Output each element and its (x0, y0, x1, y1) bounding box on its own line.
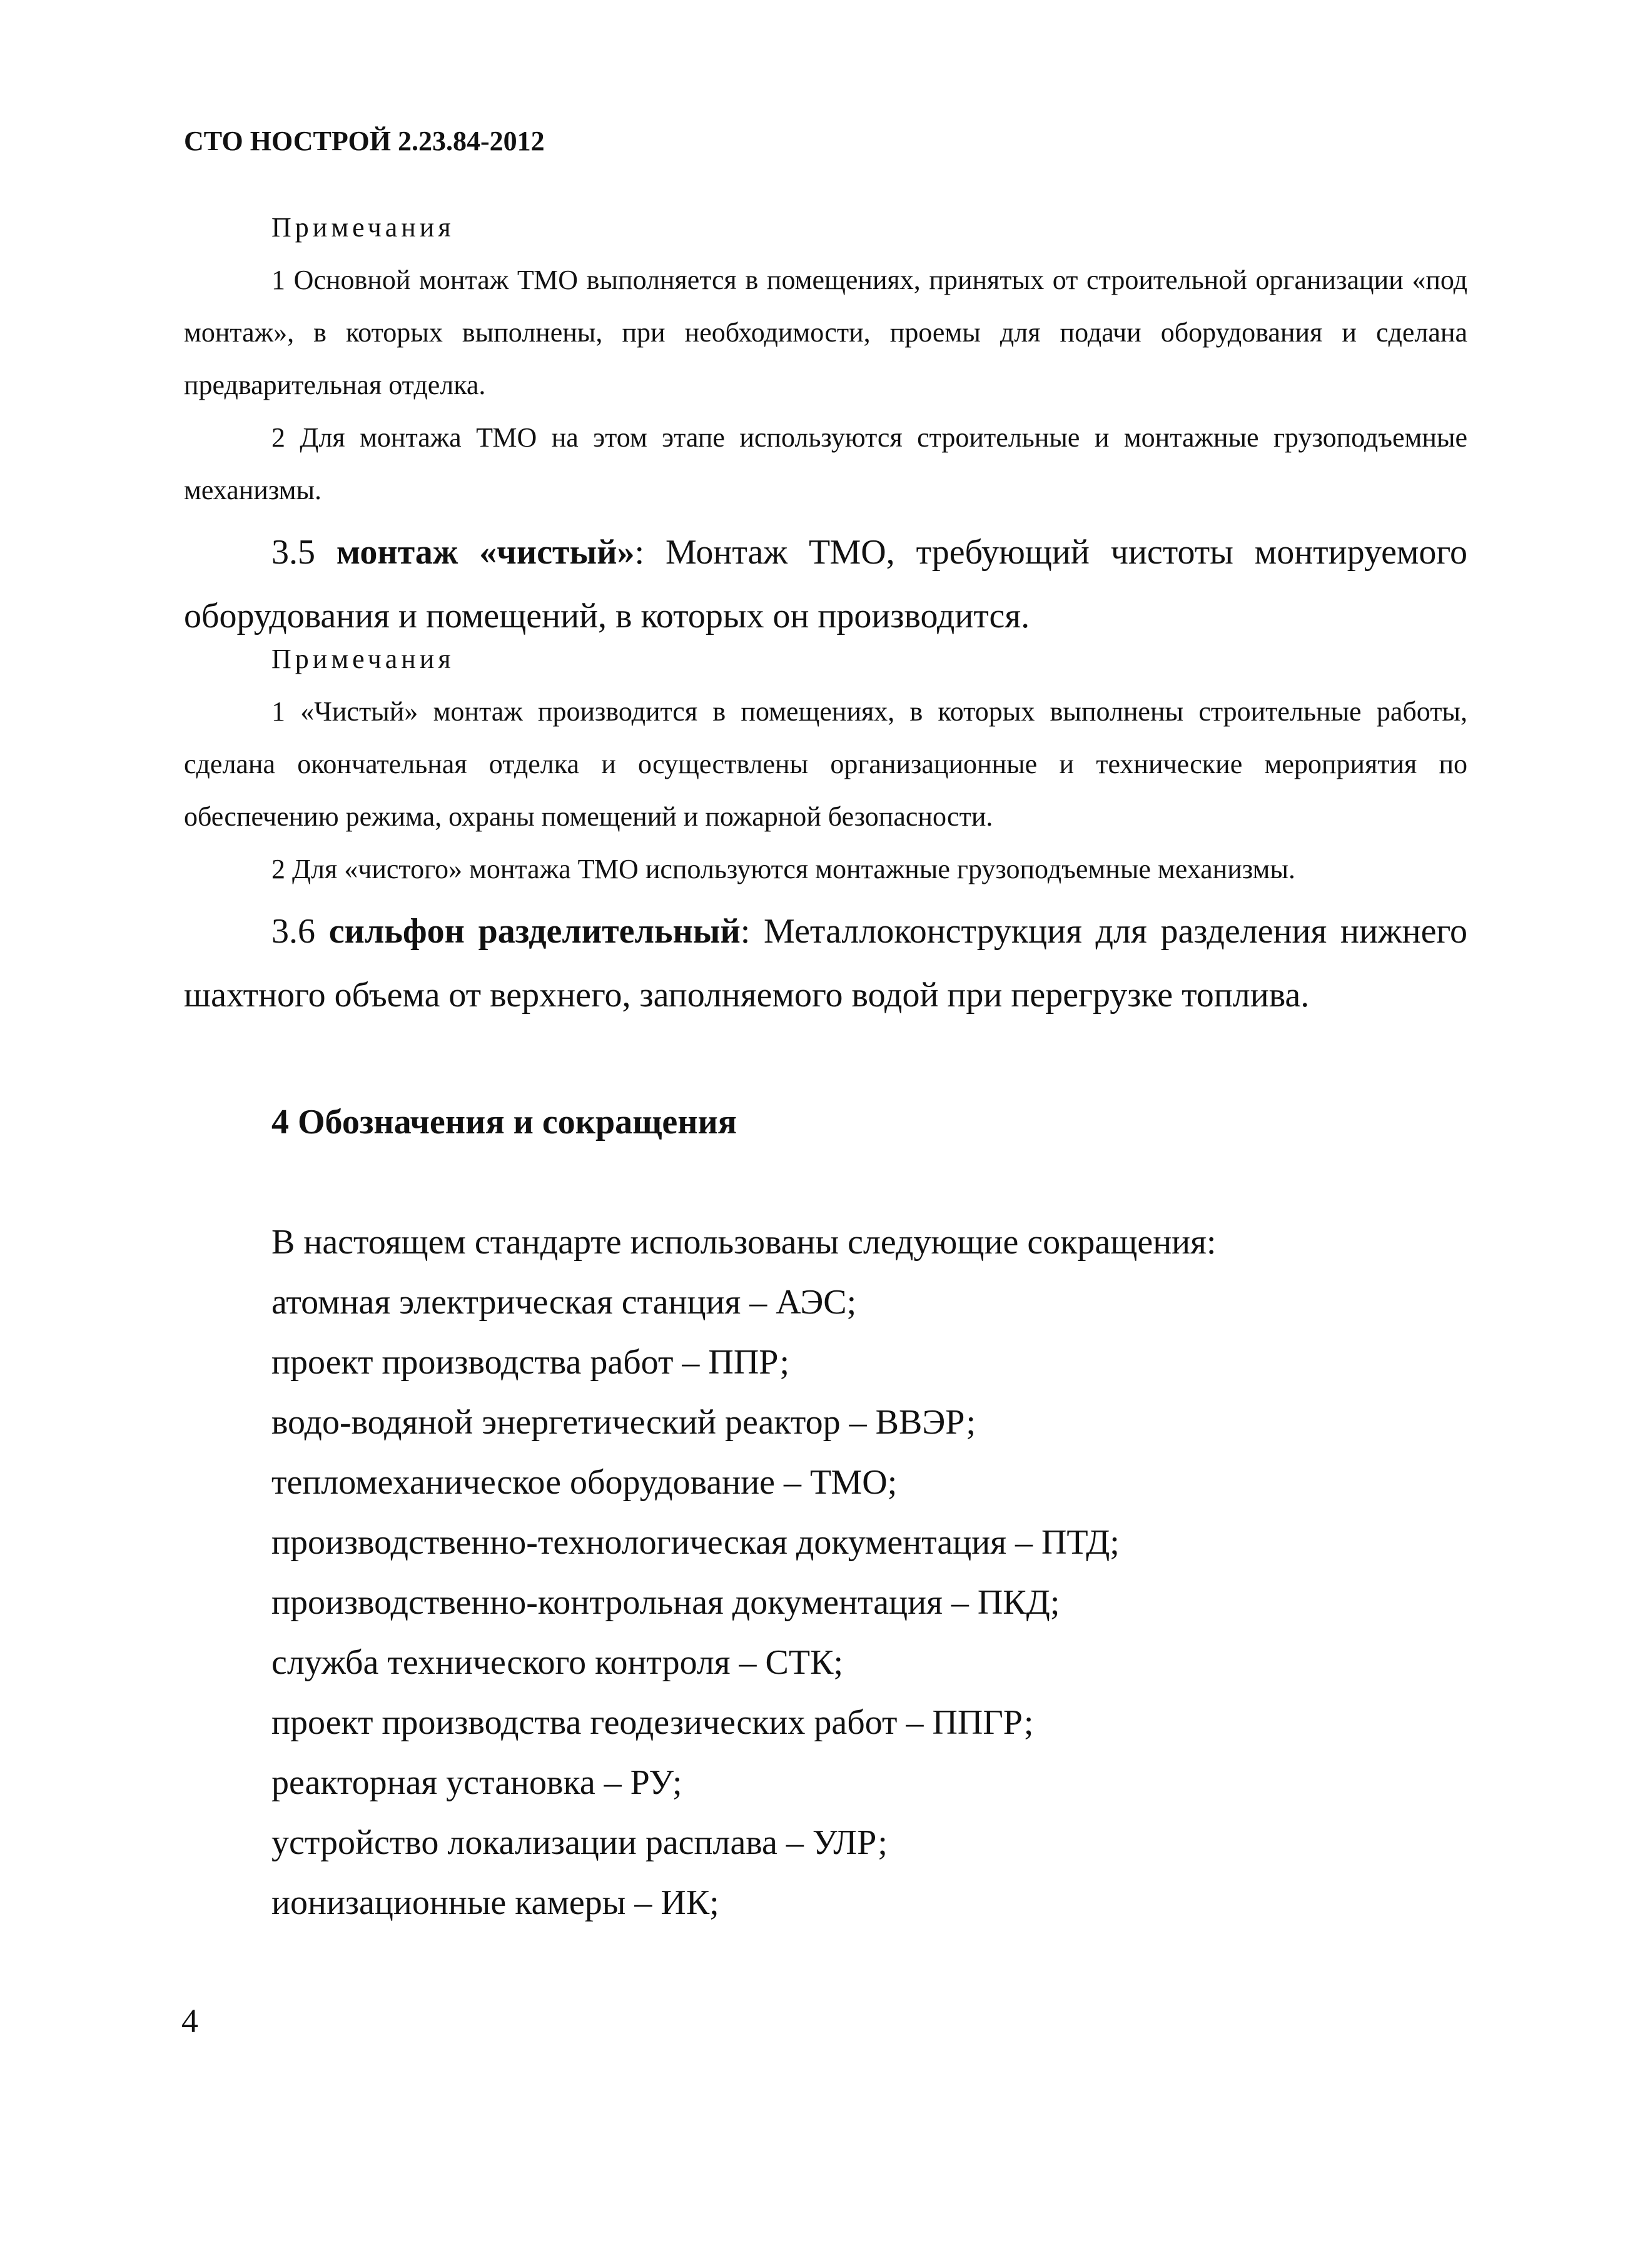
standard-code-header: СТО НОСТРОЙ 2.23.84-2012 (184, 126, 545, 156)
notes-block-2 (184, 633, 1467, 896)
notes-title: Примечания (271, 644, 455, 674)
page-number: 4 (181, 2002, 198, 2040)
term-number: 3.5 (271, 533, 315, 572)
term-definition: : Монтаж ТМО, требующий чистоты монтируемого оборудования и помещений, в которых он производится. (184, 533, 1468, 635)
notes-title: Примечания (271, 212, 455, 243)
notes-block-1 (184, 201, 1467, 517)
term-number: 3.6 (271, 912, 315, 951)
list-item: реакторная установка – РУ; (271, 1763, 682, 1802)
term-name: монтаж «чистый» (336, 533, 635, 572)
section-heading: 4 Обозначения и сокращения (271, 1103, 737, 1142)
term-definition: : Металлоконструкция для разделения нижнего шахтного объема от верхнего, заполняемого водой при перегрузке топлива. (184, 912, 1467, 1015)
term-name: сильфон разделительный (328, 912, 741, 951)
list-item: проект производства работ – ППР; (271, 1343, 790, 1382)
note-item: 1 «Чистый» монтаж производится в помещениях, в которых выполнены строительные работы, сделана окончательная отделка и осуществлены организационные и технические мероприятия по обеспечению режима, охраны помещений и пожарной безопасности. (184, 696, 1467, 832)
list-item: атомная электрическая станция – АЭС; (271, 1283, 857, 1322)
list-item: производственно-технологическая документация – ПТД; (271, 1523, 1120, 1562)
term-3-5 (184, 520, 1467, 648)
list-item: устройство локализации расплава – УЛР; (271, 1823, 888, 1862)
term-paragraph (184, 520, 1467, 648)
list-item: проект производства геодезических работ – ППГР; (271, 1703, 1034, 1742)
note-item: 2 Для «чистого» монтажа ТМО используются монтажные грузоподъемные механизмы. (271, 854, 1295, 884)
term-3-6 (184, 899, 1467, 1027)
list-item: тепломеханическое оборудование – ТМО; (271, 1463, 898, 1502)
list-item: ионизационные камеры – ИК; (271, 1883, 719, 1922)
list-item: производственно-контрольная документация – ПКД; (271, 1583, 1060, 1622)
note-item: 1 Основной монтаж ТМО выполняется в помещениях, принятых от строительной организации «под монтаж», в которых выполнены, при необходимости, проемы для подачи оборудования и сделана предварительная отделка. (184, 265, 1467, 400)
abbreviations-list (271, 1212, 1216, 1933)
term-paragraph (184, 899, 1467, 1027)
list-item: водо-водяной энергетический реактор – ВВЭР; (271, 1403, 976, 1442)
list-item: служба технического контроля – СТК; (271, 1643, 844, 1682)
abbreviations-intro: В настоящем стандарте использованы следующие сокращения: (271, 1223, 1217, 1262)
note-item: 2 Для монтажа ТМО на этом этапе используются строительные и монтажные грузоподъемные механизмы. (184, 422, 1467, 505)
